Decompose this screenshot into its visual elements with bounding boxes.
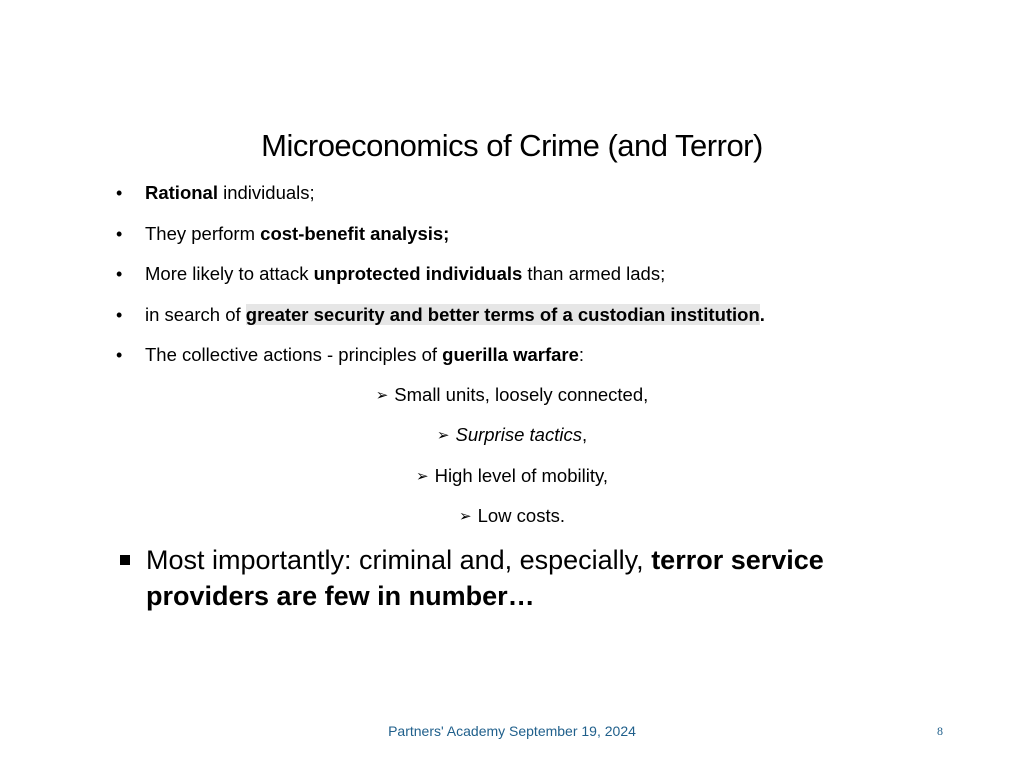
arrow-bullet-icon: ➢ bbox=[375, 387, 389, 404]
arrow-bullet-icon: ➢ bbox=[436, 427, 450, 444]
bullet-text-bold: Rational bbox=[145, 182, 218, 203]
bullet-unprotected-individuals bbox=[116, 261, 976, 302]
subitem-small-units bbox=[0, 382, 1024, 409]
square-bullet-icon bbox=[120, 555, 130, 565]
subitem-mobility bbox=[0, 463, 1024, 490]
bullet-text-bold: . bbox=[759, 303, 765, 325]
bullet-greater-security bbox=[116, 302, 976, 343]
bullet-dot-icon: • bbox=[116, 264, 123, 284]
bullet-text: The collective actions - principles of bbox=[145, 344, 443, 365]
key-point bbox=[120, 542, 866, 614]
bullet-dot-icon: • bbox=[116, 223, 123, 244]
key-point-lead: Most importantly: criminal and, especially, bbox=[146, 545, 652, 575]
subitem-text: Low costs. bbox=[477, 505, 565, 526]
bullet-guerilla-warfare bbox=[116, 342, 976, 383]
bullet-text-bold: unprotected individuals bbox=[313, 263, 523, 284]
arrow-bullet-icon: ➢ bbox=[416, 468, 429, 485]
bullet-text: individuals; bbox=[217, 182, 315, 203]
bullet-text-bold: guerilla warfare bbox=[442, 344, 579, 365]
bullet-text: They perform bbox=[145, 222, 261, 244]
bullet-text: in search of bbox=[145, 303, 246, 325]
bullet-cost-benefit bbox=[116, 221, 976, 262]
page-number: 8 bbox=[937, 724, 943, 738]
bullet-text-highlighted: greater security and better terms of a custodian institution bbox=[245, 303, 760, 325]
footer-text: Partners' Academy September 19, 2024 bbox=[388, 723, 636, 739]
bullet-dot-icon: • bbox=[116, 304, 123, 325]
subitem-text-suffix: , bbox=[581, 424, 588, 445]
subitem-text-italic: Surprise tactics bbox=[455, 424, 582, 445]
slide-title: Microeconomics of Crime (and Terror) bbox=[261, 128, 763, 163]
bullet-text: : bbox=[578, 344, 585, 365]
bullet-dot-icon: • bbox=[116, 345, 123, 365]
subitem-low-costs bbox=[0, 503, 1024, 530]
subitem-surprise-tactics bbox=[0, 422, 1024, 449]
bullet-rational-individuals bbox=[116, 180, 976, 221]
subitem-text: Small units, loosely connected, bbox=[394, 384, 649, 405]
bullet-text-bold: cost-benefit analysis; bbox=[260, 222, 450, 244]
key-point-emphasis: terror service providers are few in number… bbox=[146, 545, 824, 611]
subitem-text: High level of mobility, bbox=[434, 465, 608, 486]
arrow-bullet-icon: ➢ bbox=[459, 508, 472, 525]
bullet-text: More likely to attack bbox=[145, 263, 314, 284]
bullet-text: than armed lads; bbox=[522, 263, 666, 284]
bullet-dot-icon: • bbox=[116, 183, 123, 203]
bullet-list bbox=[116, 180, 976, 383]
